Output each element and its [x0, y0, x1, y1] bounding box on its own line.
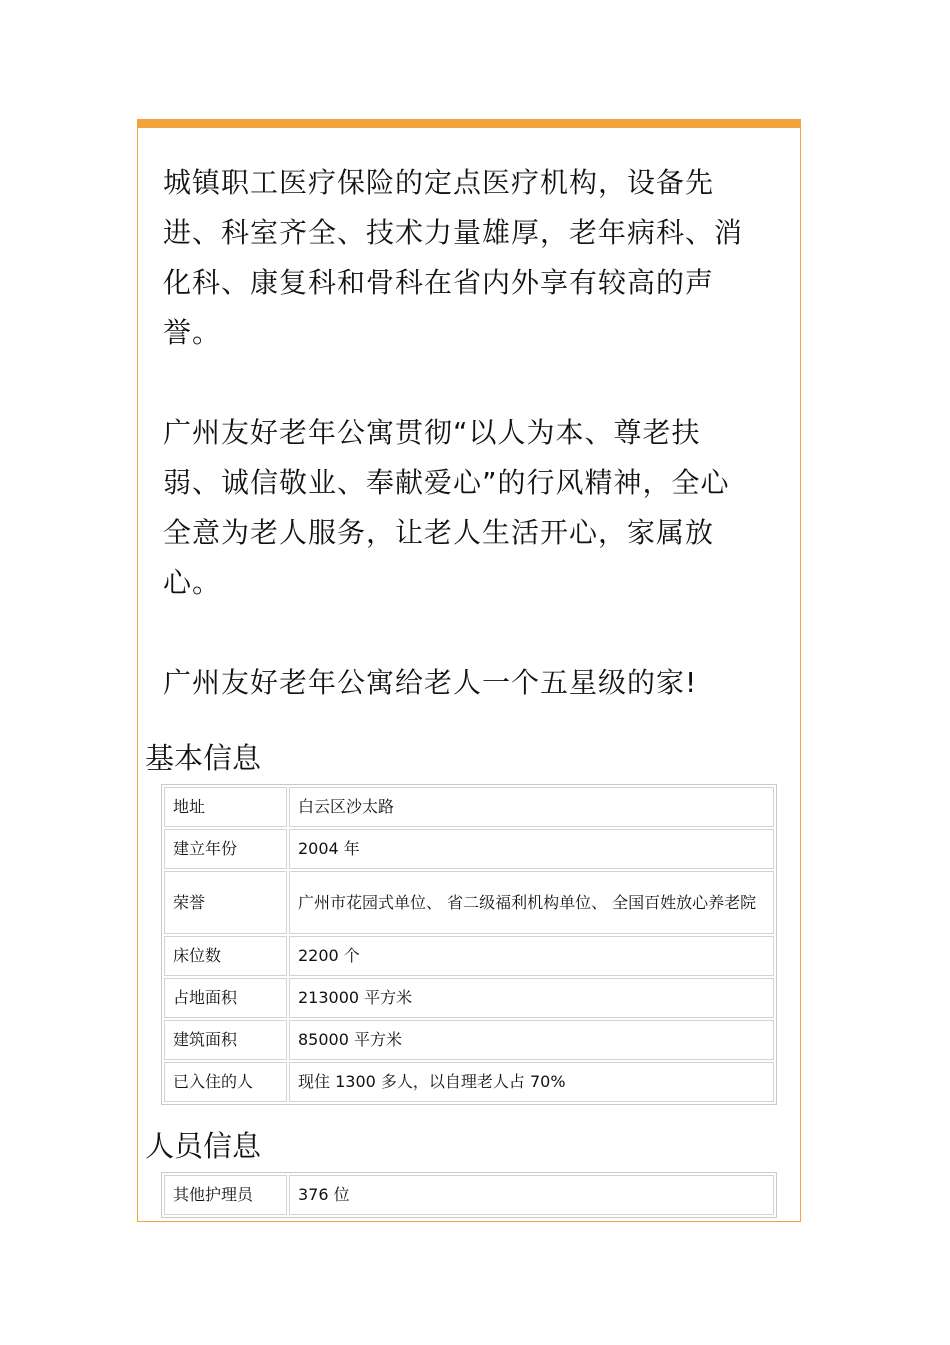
table-row: [164, 787, 774, 827]
row-value-founded-year: 2004 年: [289, 829, 774, 869]
row-value-address: 白云区沙太路: [289, 787, 774, 827]
row-label-building-area: 建筑面积: [164, 1020, 287, 1060]
row-value-other-caregivers: 376 位: [289, 1175, 774, 1215]
table-row: [164, 829, 774, 869]
intro-paragraph-3: 广州友好老年公寓给老人一个五星级的家!: [163, 666, 698, 699]
row-label-founded-year: 建立年份: [164, 829, 287, 869]
row-value-building-area: 85000 平方米: [289, 1020, 774, 1060]
table-row: [164, 871, 774, 934]
row-label-residents: 已入住的人: [164, 1062, 287, 1102]
table-row: [164, 978, 774, 1018]
table-row: [164, 1020, 774, 1060]
table-row: [164, 1062, 774, 1102]
staff-info-table: [161, 1172, 777, 1218]
row-label-address: 地址: [164, 787, 287, 827]
row-label-other-caregivers: 其他护理员: [164, 1175, 287, 1215]
basic-info-title: 基本信息: [145, 741, 262, 775]
row-value-residents: 现住 1300 多人，以自理老人占 70%: [289, 1062, 774, 1102]
row-label-land-area: 占地面积: [164, 978, 287, 1018]
row-value-beds: 2200 个: [289, 936, 774, 976]
content-card: [137, 119, 801, 1222]
basic-info-table: [161, 784, 777, 1105]
intro-paragraph-2: 广州友好老年公寓贯彻“以人为本、尊老扶弱、诚信敬业、奉献爱心”的行风精神，全心全意为老人服务，让老人生活开心，家属放心。: [163, 416, 730, 599]
staff-info-title: 人员信息: [145, 1129, 262, 1163]
table-row: [164, 936, 774, 976]
row-value-honors: 广州市花园式单位、 省二级福利机构单位、 全国百姓放心养老院: [289, 871, 774, 934]
row-value-land-area: 213000 平方米: [289, 978, 774, 1018]
row-label-honors: 荣誉: [164, 871, 287, 934]
table-row: [164, 1175, 774, 1215]
intro-paragraph-1: 城镇职工医疗保险的定点医疗机构，设备先进、科室齐全、技术力量雄厚，老年病科、消化科、康复科和骨科在省内外享有较高的声誉。: [163, 166, 744, 349]
row-label-beds: 床位数: [164, 936, 287, 976]
intro-text: [163, 158, 753, 708]
